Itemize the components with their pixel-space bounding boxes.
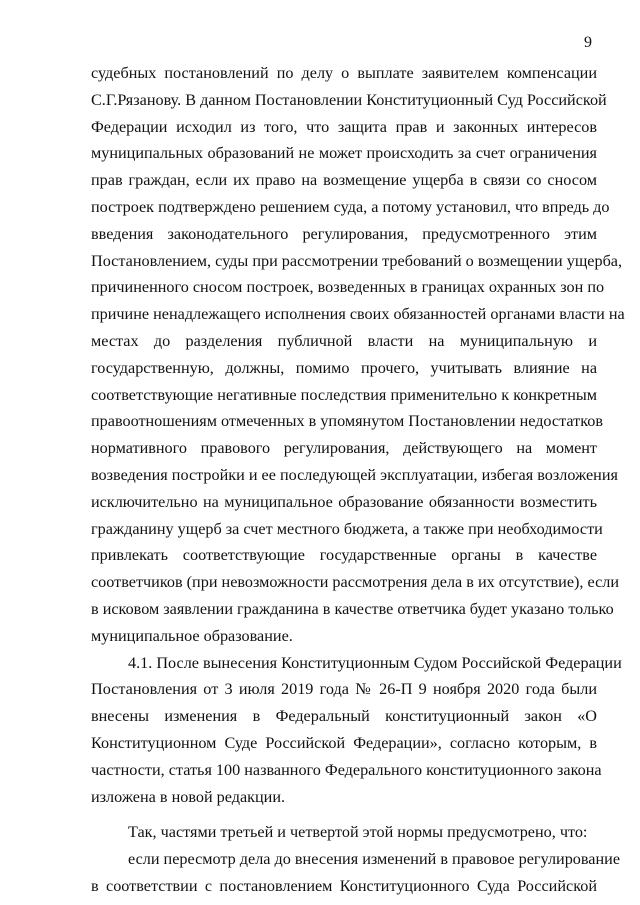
text-line: гражданину ущерб за счет местного бюджета, а также при необходимости: [91, 519, 603, 538]
text-line: государственную, должны, помимо прочего, учитывать влияние на: [91, 358, 597, 377]
text-line: введения законодательного регулирования, предусмотренного этим: [91, 224, 597, 243]
paragraph-4: [91, 846, 621, 900]
text-line: частности, статья 100 названного Федерального конституционного закона: [91, 760, 602, 779]
text-line: исключительно на муниципальное образование обязанности возместить: [91, 492, 597, 511]
text-line: привлекать соответствующие государственные органы в качестве: [91, 546, 597, 565]
text-line: 4.1. После вынесения Конституционным Судом Российской Федерации: [128, 653, 622, 672]
text-line: соответствующие негативные последствия применительно к конкретным: [91, 385, 597, 404]
text-line: судебных постановлений по делу о выплате заявителем компенсации: [91, 64, 597, 82]
text-line: правоотношениям отмеченных в упомянутом Постановлении недостатков: [91, 412, 604, 431]
text-line: изложена в новой редакции.: [91, 787, 286, 806]
text-line: Так, частями третьей и четвертой этой нормы предусмотрено, что:: [128, 823, 588, 842]
text-line: причине ненадлежащего исполнения своих обязанностей органами власти на: [91, 305, 625, 324]
paragraph-spacing: [91, 810, 597, 819]
document-body: [91, 60, 625, 900]
text-line: нормативного правового регулирования, действующего на момент: [91, 439, 597, 458]
text-line: соответчиков (при невозможности рассмотрения дела в их отсутствие), если: [91, 573, 620, 592]
text-line: причиненного сносом построек, возведенных в границах охранных зон по: [91, 278, 605, 297]
text-line: если пересмотр дела до внесения изменений в правовое регулирование: [128, 850, 621, 869]
text-line: возведения постройки и ее последующей эксплуатации, избегая возложения: [91, 465, 618, 484]
text-line: в исковом заявлении гражданина в качестве ответчика будет указано только: [91, 599, 614, 618]
text-line: в соответствии с постановлением Конституционного Суда Российской: [91, 876, 597, 895]
text-line: внесены изменения в Федеральный конституционный закон «О: [91, 707, 597, 726]
page-number: 9: [584, 34, 592, 51]
text-line: Постановлением, суды при рассмотрении требований о возмещении ущерба,: [91, 251, 623, 270]
paragraph-2: [91, 650, 622, 811]
text-line: построек подтверждено решением суда, а потому установил, что впредь до: [91, 197, 610, 216]
text-line: прав граждан, если их право на возмещение ущерба в связи со сносом: [91, 171, 597, 190]
text-line: Федерации исходил из того, что защита прав и законных интересов: [91, 117, 597, 136]
text-line: муниципальных образований не может происходить за счет ограничения: [91, 144, 597, 163]
text-line: Конституционном Суде Российской Федерации», согласно которым, в: [91, 733, 597, 752]
text-line: Постановления от 3 июля 2019 года № 26-П 9 ноября 2020 года были: [91, 680, 597, 699]
paragraph-1: [91, 60, 625, 650]
text-line: местах до разделения публичной власти на муниципальную и: [91, 331, 597, 350]
text-line: муниципальное образование.: [91, 626, 293, 645]
text-line: С.Г.Рязанову. В данном Постановлении Конституционный Суд Российской: [91, 90, 607, 109]
paragraph-3: [91, 819, 597, 846]
